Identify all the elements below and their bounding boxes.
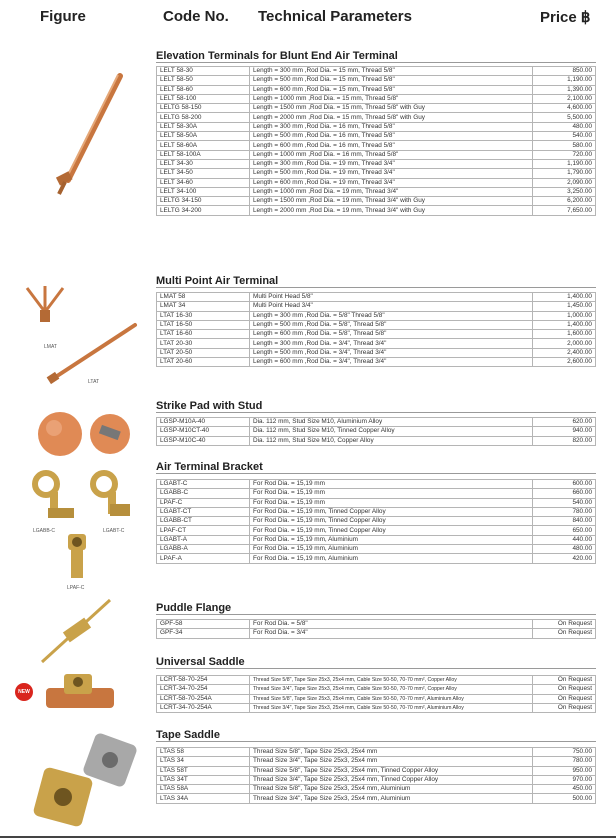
code-cell: LGABT-A [157,535,250,544]
description-cell: Thread Size 3/4", Tape Size 25x3, 25x4 mm [250,757,533,766]
description-cell: Length = 600 mm ,Rod Dia. = 15 mm, Thread 5/8" [250,85,533,94]
lpaf-c-image [62,532,92,582]
section-title: Strike Pad with Stud [156,400,263,412]
code-cell: LTAS 58T [157,766,250,775]
price-cell: 720.00 [533,150,596,159]
code-cell: LGABB-C [157,489,250,498]
price-cell: 780.00 [533,507,596,516]
table-row [157,150,596,159]
description-cell: Thread Size 3/4", Tape Size 25x3, 25x4 mm, Cable Size 50-50, 70-70 mm², Copper Alloy [250,685,533,694]
code-cell: LTAT 16-60 [157,330,250,339]
price-cell: 820.00 [533,436,596,445]
code-cell: LMAT 34 [157,302,250,311]
description-cell: Length = 1500 mm ,Rod Dia. = 15 mm, Thread 5/8" with Guy [250,104,533,113]
table-row [157,418,596,427]
price-cell: 540.00 [533,498,596,507]
new-badge: NEW [15,683,33,701]
price-cell: 660.00 [533,489,596,498]
table-row [157,436,596,445]
description-cell: For Rod Dia. = 15,19 mm [250,489,533,498]
price-table [156,619,596,639]
price-cell: 450.00 [533,785,596,794]
price-cell: 2,100.00 [533,94,596,103]
code-cell: LELT 58-60 [157,85,250,94]
description-cell: Length = 2000 mm ,Rod Dia. = 15 mm, Thread 5/8" with Guy [250,113,533,122]
table-row [157,358,596,367]
description-cell: For Rod Dia. = 15,19 mm, Aluminium [250,554,533,563]
code-cell: LPAF-CT [157,526,250,535]
code-cell: LTAT 16-50 [157,320,250,329]
code-cell: LTAS 34T [157,775,250,784]
code-cell: LELT 58-100 [157,94,250,103]
price-cell: 3,250.00 [533,187,596,196]
price-cell: 2,090.00 [533,178,596,187]
lpaf-c-label: LPAF-C [67,585,85,591]
description-cell: Length = 600 mm ,Rod Dia. = 16 mm, Thread 5/8" [250,141,533,150]
description-cell: Length = 600 mm ,Rod Dia. = 3/4", Thread 3/4" [250,358,533,367]
table-row [157,703,596,712]
price-cell: 750.00 [533,748,596,757]
description-cell: Thread Size 3/4", Tape Size 25x3, 25x4 mm, Cable Size 50-50, 70-70 mm², Aluminium Alloy [250,703,533,712]
description-cell: Thread Size 5/8", Tape Size 25x3, 25x4 mm, Tinned Copper Alloy [250,766,533,775]
price-cell: On Request [533,703,596,712]
price-cell: 7,650.00 [533,206,596,215]
table-row [157,348,596,357]
description-cell: For Rod Dia. = 15,19 mm, Tinned Copper Alloy [250,507,533,516]
description-cell: Length = 1000 mm ,Rod Dia. = 15 mm, Thread 5/8" [250,94,533,103]
code-cell: LTAS 34 [157,757,250,766]
price-table [156,66,596,216]
table-row [157,178,596,187]
code-cell: LELT 34-60 [157,178,250,187]
section-title: Multi Point Air Terminal [156,275,279,287]
code-cell: LGABB-A [157,545,250,554]
price-cell: 940.00 [533,427,596,436]
price-cell: 6,200.00 [533,197,596,206]
table-row [157,320,596,329]
price-cell: 5,500.00 [533,113,596,122]
description-cell: Length = 1000 mm ,Rod Dia. = 16 mm, Thread 5/8" [250,150,533,159]
lgabt-c-image [86,470,136,520]
table-row [157,554,596,563]
header-code: Code No. [163,8,229,25]
price-cell: 950.00 [533,766,596,775]
table-row [157,748,596,757]
description-cell: Length = 1500 mm ,Rod Dia. = 19 mm, Thread 3/4" with Guy [250,197,533,206]
section-title: Tape Saddle [156,729,220,741]
price-table [156,417,596,446]
code-cell: LGSP-M10C-40 [157,436,250,445]
strike-pad-image [32,408,132,460]
description-cell: Length = 300 mm ,Rod Dia. = 15 mm, Thread 5/8" [250,67,533,76]
code-cell: LELT 58-30A [157,122,250,131]
price-cell: 850.00 [533,67,596,76]
table-row [157,339,596,348]
description-cell: Dia. 112 mm, Stud Size M10, Aluminium Alloy [250,418,533,427]
universal-saddle-image [40,668,120,718]
table-row [157,620,596,629]
description-cell: Length = 300 mm ,Rod Dia. = 5/8" Thread 5/8" [250,311,533,320]
description-cell: Length = 300 mm ,Rod Dia. = 3/4", Thread 3/4" [250,339,533,348]
section-rule [156,741,596,742]
description-cell: For Rod Dia. = 5/8" [250,620,533,629]
header-technical: Technical Parameters [258,8,412,25]
description-cell: Length = 500 mm ,Rod Dia. = 5/8", Thread 5/8" [250,320,533,329]
table-row [157,480,596,489]
code-cell: LELT 58-30 [157,67,250,76]
table-row [157,685,596,694]
description-cell: Length = 600 mm ,Rod Dia. = 5/8", Thread 5/8" [250,330,533,339]
table-row [157,507,596,516]
price-cell: 1,600.00 [533,330,596,339]
code-cell: GPF-34 [157,629,250,638]
section-rule [156,62,596,63]
code-cell: LPAF-C [157,498,250,507]
section-title: Puddle Flange [156,602,232,614]
description-cell: Multi Point Head 5/8" [250,293,533,302]
price-cell: On Request [533,676,596,685]
description-cell: Thread Size 3/4", Tape Size 25x3, 25x4 mm, Tinned Copper Alloy [250,775,533,784]
table-row [157,526,596,535]
code-cell: LGSP-M10A-40 [157,418,250,427]
code-cell: LGSP-M10CT-40 [157,427,250,436]
section-rule [156,668,596,669]
price-table [156,747,596,804]
price-table [156,675,596,713]
table-row [157,67,596,76]
price-cell: 620.00 [533,418,596,427]
header-price: Price ฿ [540,9,591,26]
section-title: Universal Saddle [156,656,245,668]
table-row [157,794,596,803]
price-cell: 1,400.00 [533,320,596,329]
price-cell: 1,450.00 [533,302,596,311]
description-cell: Length = 500 mm ,Rod Dia. = 19 mm, Thread 3/4" [250,169,533,178]
lgabt-c-label: LGABT-C [103,528,125,534]
code-cell: LTAT 16-30 [157,311,250,320]
table-row [157,311,596,320]
price-cell: 420.00 [533,554,596,563]
price-cell: On Request [533,629,596,638]
price-cell: On Request [533,694,596,703]
table-row [157,85,596,94]
section-rule [156,614,596,615]
lgabb-c-label: LGABB-C [33,528,55,534]
code-cell: LGABT-C [157,480,250,489]
code-cell: LELTG 58-200 [157,113,250,122]
description-cell: Length = 2000 mm ,Rod Dia. = 19 mm, Thread 3/4" with Guy [250,206,533,215]
table-row [157,187,596,196]
description-cell: Multi Point Head 3/4" [250,302,533,311]
table-row [157,427,596,436]
price-cell: On Request [533,620,596,629]
price-cell: 1,400.00 [533,293,596,302]
code-cell: LMAT 58 [157,293,250,302]
price-cell: 2,000.00 [533,339,596,348]
description-cell: Length = 500 mm ,Rod Dia. = 15 mm, Thread 5/8" [250,76,533,85]
table-row [157,206,596,215]
ltat-label: LTAT [88,379,100,385]
description-cell: For Rod Dia. = 15,19 mm, Aluminium [250,545,533,554]
price-cell: 580.00 [533,141,596,150]
code-cell: LELT 34-30 [157,159,250,168]
code-cell: LTAT 20-60 [157,358,250,367]
code-cell: LELTG 58-150 [157,104,250,113]
description-cell: For Rod Dia. = 15,19 mm [250,480,533,489]
description-cell: Thread Size 5/8", Tape Size 25x3, 25x4 mm, Aluminium [250,785,533,794]
code-cell: LGABB-CT [157,517,250,526]
code-cell: LTAT 20-50 [157,348,250,357]
description-cell: Thread Size 5/8", Tape Size 25x3, 25x4 mm, Cable Size 50-50, 70-70 mm², Copper Alloy [250,676,533,685]
table-row [157,775,596,784]
code-cell: LCRT-34-70-254A [157,703,250,712]
section-title: Air Terminal Bracket [156,461,263,473]
table-row [157,766,596,775]
table-row [157,676,596,685]
code-cell: LELT 58-60A [157,141,250,150]
lgabb-c-image [30,470,80,520]
description-cell: Thread Size 5/8", Tape Size 25x3, 25x4 mm [250,748,533,757]
code-cell: LELT 58-100A [157,150,250,159]
price-cell: On Request [533,685,596,694]
code-cell: LELT 34-100 [157,187,250,196]
price-cell: 840.00 [533,517,596,526]
code-cell: LPAF-A [157,554,250,563]
price-cell: 4,600.00 [533,104,596,113]
description-cell: Thread Size 3/4", Tape Size 25x3, 25x4 mm, Aluminium [250,794,533,803]
table-row [157,302,596,311]
price-cell: 480.00 [533,545,596,554]
table-row [157,159,596,168]
table-row [157,122,596,131]
description-cell: For Rod Dia. = 15,19 mm, Tinned Copper Alloy [250,526,533,535]
price-cell: 1,000.00 [533,311,596,320]
description-cell: For Rod Dia. = 15,19 mm [250,498,533,507]
table-row [157,517,596,526]
table-row [157,169,596,178]
price-table [156,479,596,564]
description-cell: For Rod Dia. = 15,19 mm, Tinned Copper Alloy [250,517,533,526]
description-cell: Length = 500 mm ,Rod Dia. = 16 mm, Thread 5/8" [250,132,533,141]
puddle-flange-image [36,596,116,666]
table-row [157,293,596,302]
table-row [157,498,596,507]
price-cell: 1,190.00 [533,159,596,168]
section-title: Elevation Terminals for Blunt End Air Terminal [156,50,398,62]
table-row [157,94,596,103]
code-cell: LELT 58-50A [157,132,250,141]
price-cell: 970.00 [533,775,596,784]
price-cell: 1,790.00 [533,169,596,178]
tape-saddle-image [30,732,140,832]
code-cell: LTAS 58 [157,748,250,757]
description-cell: Dia. 112 mm, Stud Size M10, Copper Alloy [250,436,533,445]
code-cell: LCRT-34-70-254 [157,685,250,694]
table-row [157,113,596,122]
price-cell: 650.00 [533,526,596,535]
description-cell: For Rod Dia. = 3/4" [250,629,533,638]
code-cell: LTAS 58A [157,785,250,794]
price-cell: 600.00 [533,480,596,489]
description-cell: Length = 300 mm ,Rod Dia. = 19 mm, Thread 3/4" [250,159,533,168]
table-row [157,197,596,206]
footer-rule [0,836,616,838]
description-cell: Length = 1000 mm ,Rod Dia. = 19 mm, Thread 3/4" [250,187,533,196]
table-row [157,76,596,85]
price-cell: 1,390.00 [533,85,596,94]
section-rule [156,412,596,413]
section-rule [156,287,596,288]
code-cell: LELT 58-50 [157,76,250,85]
lmat-label: LMAT [44,344,57,350]
description-cell: Dia. 112 mm, Stud Size M10, Tinned Copper Alloy [250,427,533,436]
table-row [157,545,596,554]
code-cell: LTAS 34A [157,794,250,803]
description-cell: Length = 500 mm ,Rod Dia. = 3/4", Thread 3/4" [250,348,533,357]
code-cell: LELTG 34-200 [157,206,250,215]
price-cell: 480.00 [533,122,596,131]
description-cell: Length = 600 mm ,Rod Dia. = 19 mm, Thread 3/4" [250,178,533,187]
code-cell: GPF-58 [157,620,250,629]
description-cell: Length = 300 mm ,Rod Dia. = 16 mm, Thread 5/8" [250,122,533,131]
price-cell: 780.00 [533,757,596,766]
table-row [157,489,596,498]
table-row [157,132,596,141]
code-cell: LGABT-CT [157,507,250,516]
table-row [157,629,596,638]
code-cell: LTAT 20-30 [157,339,250,348]
elevation-terminal-image [28,68,128,198]
table-row [157,104,596,113]
table-row [157,785,596,794]
description-cell: Thread Size 5/8", Tape Size 25x3, 25x4 mm, Cable Size 50-50, 70-70 mm², Aluminium Alloy [250,694,533,703]
price-cell: 540.00 [533,132,596,141]
table-row [157,535,596,544]
price-table [156,292,596,367]
section-rule [156,473,596,474]
table-row [157,141,596,150]
price-cell: 2,400.00 [533,348,596,357]
description-cell: For Rod Dia. = 15,19 mm, Aluminium [250,535,533,544]
table-row [157,330,596,339]
price-cell: 440.00 [533,535,596,544]
price-cell: 1,190.00 [533,76,596,85]
code-cell: LELTG 34-150 [157,197,250,206]
table-row [157,694,596,703]
code-cell: LELT 34-50 [157,169,250,178]
code-cell: LCRT-58-70-254 [157,676,250,685]
header-figure: Figure [40,8,86,25]
table-row [157,757,596,766]
code-cell: LCRT-58-70-254A [157,694,250,703]
price-cell: 500.00 [533,794,596,803]
price-cell: 2,600.00 [533,358,596,367]
